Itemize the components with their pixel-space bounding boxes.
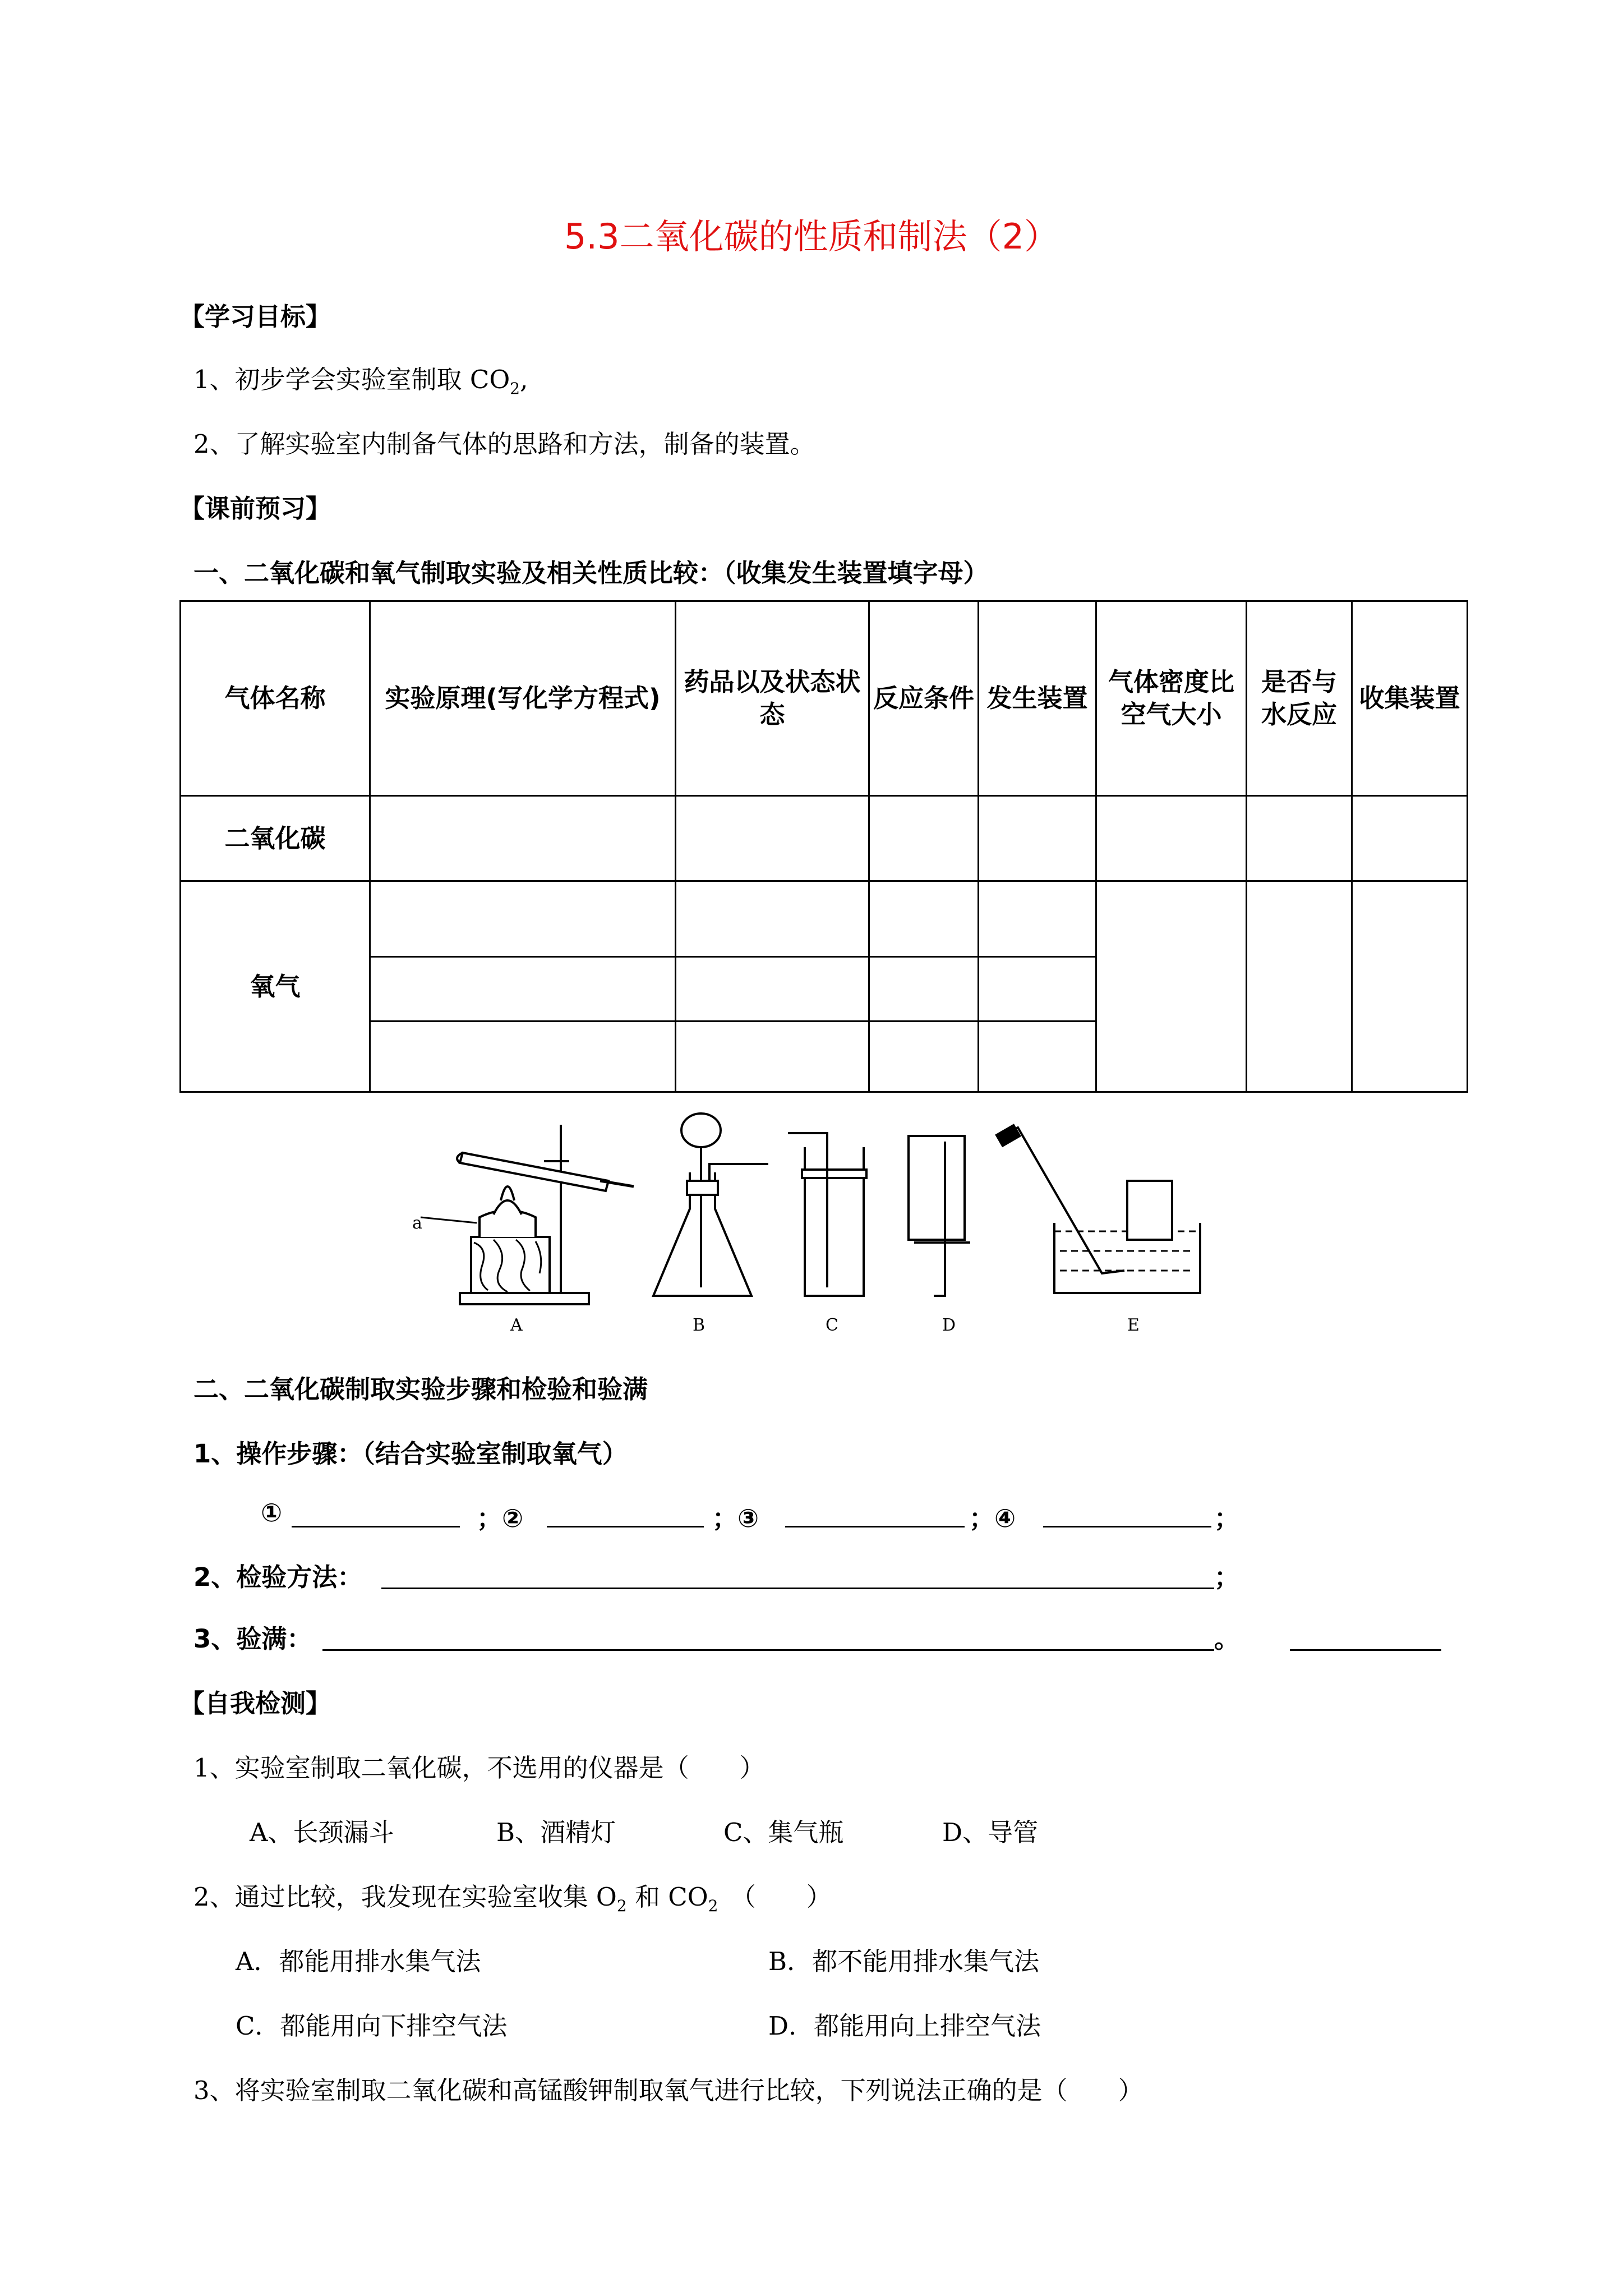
table-cell[interactable] [370,1022,676,1092]
header-condition: 反应条件 [869,601,979,796]
header-principle: 实验原理(写化学方程式) [370,601,676,796]
header-density: 气体密度比空气大小 [1096,601,1247,796]
header-water-reaction: 是否与水反应 [1247,601,1352,796]
apparatus-d [909,1136,970,1335]
table-cell[interactable] [1096,881,1247,1092]
step-mark-2: ；② [477,1503,524,1533]
q2-option-a[interactable]: A．都能用排水集气法 [236,1947,481,1976]
table-cell[interactable] [370,957,676,1022]
label-D: D [942,1315,956,1335]
table-cell[interactable] [869,796,979,881]
step-mark-4: ；④ [969,1503,1016,1533]
step-mark-3: ；③ [712,1503,759,1533]
question-1: 1、实验室制取二氧化碳，不选用的仪器是（ ） [193,1753,765,1783]
full-label: 3、验满： [193,1624,312,1654]
apparatus-c [788,1133,866,1335]
selftest-heading: 【自我检测】 [179,1688,331,1718]
q1-option-d[interactable]: D、导管 [942,1818,1039,1847]
table-cell[interactable] [1352,881,1468,1092]
step-end: ； [1214,1503,1240,1533]
row-label-o2: 氧气 [181,881,370,1092]
table-cell[interactable] [676,1022,869,1092]
label-a: a [412,1213,422,1233]
label-B: B [693,1315,706,1335]
table-cell[interactable] [979,1022,1096,1092]
apparatus-a [412,1125,634,1335]
table-cell[interactable] [370,796,676,881]
goals-heading: 【学习目标】 [179,302,331,332]
question-3: 3、将实验室制取二氧化碳和高锰酸钾制取氧气进行比较，下列说法正确的是（ ） [193,2076,1144,2105]
row-label-co2: 二氧化碳 [181,796,370,881]
goal-item-1: 1、初步学会实验室制取 $CO_2$, [193,365,528,398]
step-blank-2[interactable] [547,1526,704,1527]
table-cell[interactable] [370,881,676,957]
step-blank-1[interactable] [292,1526,460,1527]
table-cell[interactable] [979,881,1096,957]
table-cell[interactable] [869,957,979,1022]
question-2: 2、通过比较，我发现在实验室收集 $O_2$ 和 $CO_2$ （ ） [193,1882,832,1915]
header-gas-name: 气体名称 [181,601,370,796]
table-cell[interactable] [979,796,1096,881]
q1-option-a[interactable]: A、长颈漏斗 [250,1818,394,1847]
q2-option-c[interactable]: C．都能用向下排空气法 [236,2011,508,2041]
table-cell[interactable] [979,957,1096,1022]
label-A: A [510,1315,523,1335]
table-cell[interactable] [676,957,869,1022]
step-blank-3[interactable] [785,1526,965,1527]
q1-option-b[interactable]: B、酒精灯 [496,1818,616,1847]
steps-label: 1、操作步骤：（结合实验室制取氧气） [193,1439,628,1469]
apparatus-e [997,1125,1200,1335]
q2-option-d[interactable]: D．都能用向上排空气法 [768,2011,1041,2041]
table-cell[interactable] [676,796,869,881]
full-blank[interactable] [322,1649,1214,1651]
apparatus-figure [409,1102,1239,1338]
header-generator: 发生装置 [979,601,1096,796]
table-cell[interactable] [869,881,979,957]
check-blank[interactable] [381,1588,1214,1589]
apparatus-b [653,1114,768,1335]
comparison-table [179,600,1468,1093]
step-mark-1: ① [261,1498,283,1527]
full-end: 。 [1214,1624,1240,1654]
table-cell[interactable] [1096,796,1247,881]
table-cell[interactable] [869,1022,979,1092]
label-E: E [1127,1315,1140,1335]
check-end: ； [1214,1562,1240,1592]
extra-blank [1290,1649,1441,1651]
table-cell[interactable] [676,881,869,957]
table-cell[interactable] [1247,881,1352,1092]
table-cell[interactable] [1247,796,1352,881]
header-collector: 收集装置 [1352,601,1468,796]
part2-title: 二、二氧化碳制取实验步骤和检验和验满 [193,1374,648,1404]
step-blank-4[interactable] [1043,1526,1211,1527]
preview-heading: 【课前预习】 [179,494,331,523]
header-reagents: 药品以及状态状态 [676,601,869,796]
table-cell[interactable] [1352,796,1468,881]
page-title: 5.3二氧化碳的性质和制法（2） [564,216,1059,257]
label-C: C [826,1315,838,1335]
goal-item-2: 2、了解实验室内制备气体的思路和方法，制备的装置。 [193,429,815,459]
check-label: 2、检验方法： [193,1562,363,1592]
part1-title: 一、二氧化碳和氧气制取实验及相关性质比较：（收集发生装置填字母） [193,558,989,588]
q2-option-b[interactable]: B．都不能用排水集气法 [768,1947,1040,1976]
q1-option-c[interactable]: C、集气瓶 [723,1818,844,1847]
